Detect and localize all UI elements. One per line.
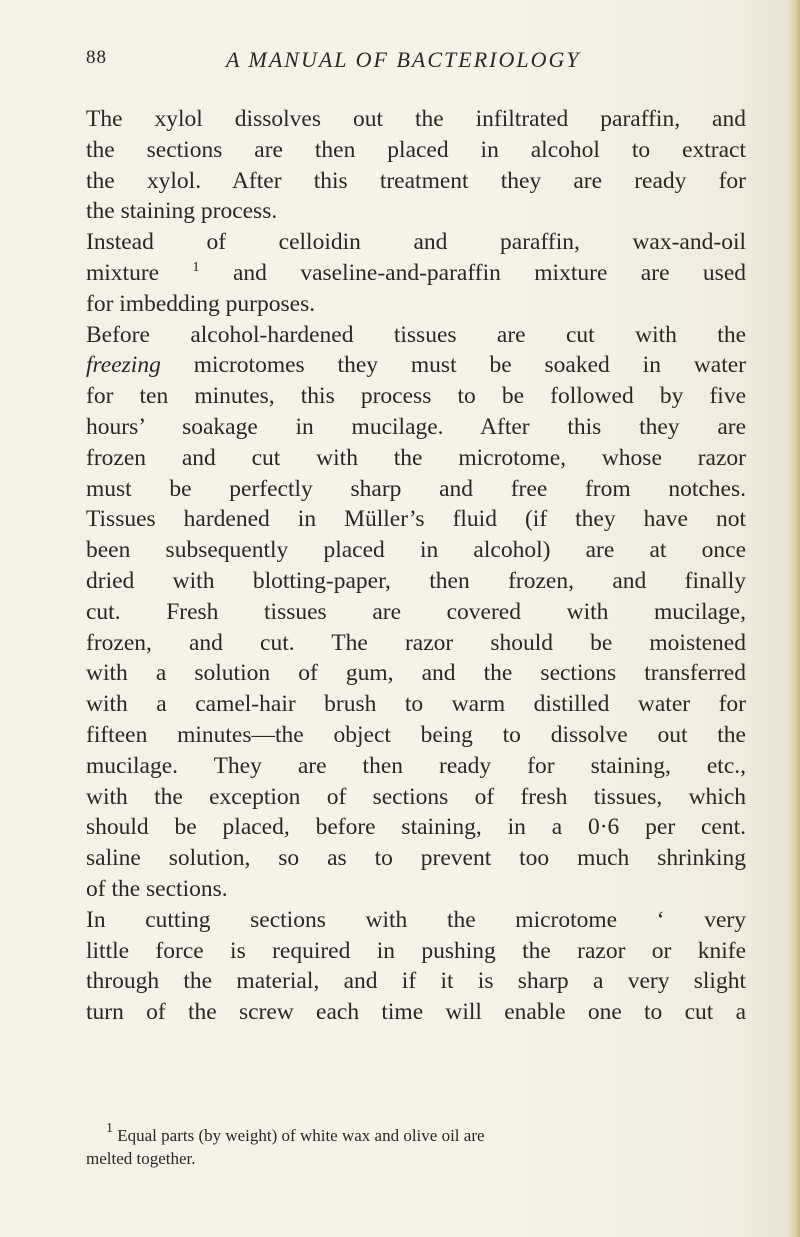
text-line: of the sections. — [86, 875, 228, 902]
text-line: the staining process. — [86, 198, 278, 225]
footnote-reference: 1 — [192, 259, 200, 275]
text-line: In cutting sections with the microtome ‘ very — [86, 906, 746, 933]
footnote-text: Equal parts (by weight) of white wax and olive oil are — [117, 1126, 485, 1145]
body-text — [86, 104, 746, 1028]
text-line: cut. Fresh tissues are covered with mucilage, — [86, 598, 746, 625]
text-line: frozen and cut with the microtome, whose razor — [86, 444, 746, 471]
text-line: fifteen minutes—the object being to dissolve out the — [86, 721, 746, 748]
text-line: mucilage. They are then ready for staining, etc., — [86, 752, 746, 779]
page-number: 88 — [86, 47, 107, 68]
text-fragment: mixture — [86, 259, 160, 286]
text-line: with the exception of sections of fresh tissues, which — [86, 783, 746, 810]
text-line: should be placed, before staining, in a 0·6 per cent. — [86, 814, 746, 841]
italic-term: freezing — [86, 352, 161, 379]
text-line: with a solution of gum, and the sections transferred — [86, 660, 746, 687]
text-line: Tissues hardened in Müller’s fluid (if they have not — [86, 506, 746, 533]
text-line: dried with blotting-paper, then frozen, and finally — [86, 567, 746, 594]
text-line: been subsequently placed in alcohol) are at once — [86, 537, 746, 564]
text-line: frozen, and cut. The razor should be moistened — [86, 629, 746, 656]
text-line — [86, 258, 746, 289]
text-line: Before alcohol-hardened tissues are cut with the — [86, 321, 746, 348]
text-line: turn of the screw each time will enable one to cut a — [86, 999, 746, 1026]
text-line: The xylol dissolves out the infiltrated paraffin, and — [86, 106, 746, 132]
running-head — [86, 47, 746, 77]
text-line: for imbedding purposes. — [86, 290, 316, 317]
text-line: Instead of celloidin and paraffin, wax-and-oil — [86, 229, 746, 256]
text-fragment: microtomes they must be soaked in water — [193, 352, 747, 379]
text-line: for ten minutes, this process to be followed by five — [86, 383, 746, 410]
footnote-marker: 1 — [106, 1121, 113, 1136]
text-line: the xylol. After this treatment they are ready for — [86, 167, 746, 194]
running-title: A MANUAL OF BACTERIOLOGY — [226, 47, 581, 72]
text-line: little force is required in pushing the razor or knife — [86, 937, 746, 964]
text-fragment: and vaseline-and-paraffin mixture are used — [232, 259, 747, 286]
page-edge-shadow — [786, 0, 800, 1237]
text-line: saline solution, so as to prevent too much shrinking — [86, 845, 746, 872]
text-line: hours’ soakage in mucilage. After this they are — [86, 413, 746, 440]
footnote — [86, 1121, 746, 1170]
footnote-line — [86, 1121, 746, 1147]
footnote-line: melted together. — [86, 1149, 196, 1168]
text-line: through the material, and if it is sharp a very slight — [86, 968, 746, 995]
text-line: must be perfectly sharp and free from notches. — [86, 475, 746, 502]
text-line: with a camel-hair brush to warm distilled water for — [86, 691, 746, 718]
text-line: the sections are then placed in alcohol to extract — [86, 136, 746, 163]
text-line — [86, 350, 746, 381]
